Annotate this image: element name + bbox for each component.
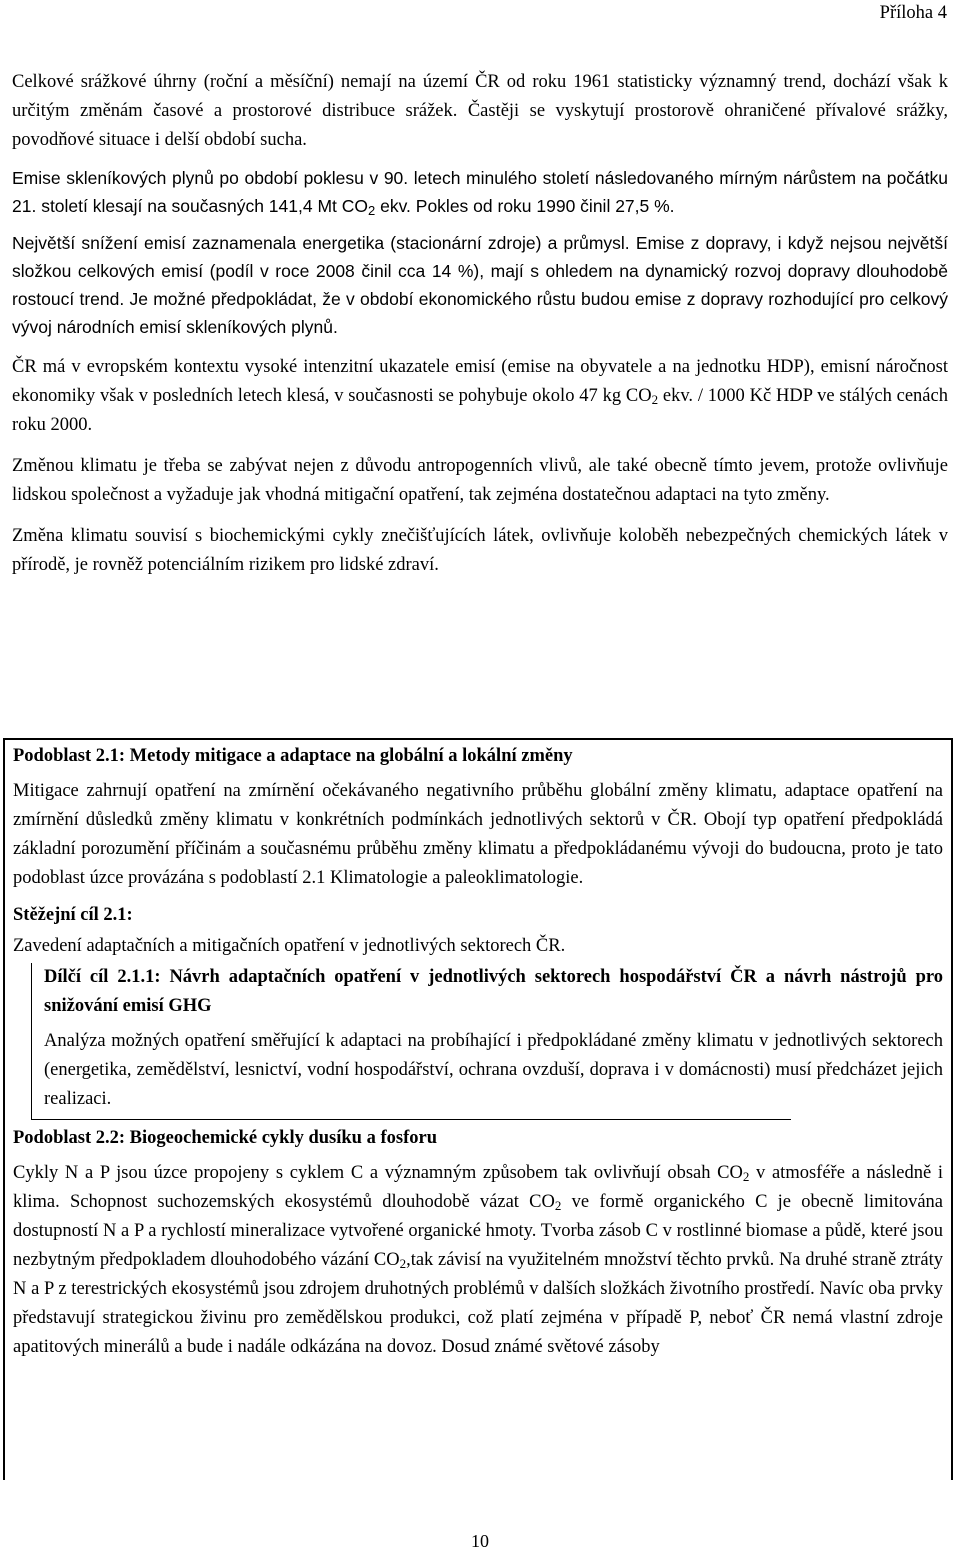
paragraph-biochemical-cycles: Změna klimatu souvisí s biochemickými cykly znečišťujících látek, ovlivňuje koloběh nebezpečných chemických látek v přírodě, je rovněž potenciálním rizikem pro lidské zdraví. <box>12 526 948 575</box>
subgoal-2-1-1 <box>31 963 943 1120</box>
paragraph-emissions: Emise skleníkových plynů po období poklesu v 90. letech minulého století následovaného mírným nárůstem na počátku 21. století klesají na současných 141,4 Mt $CO_2$ ekv. Pokles od roku 1990 činil 27,5 %. <box>12 168 948 218</box>
subgoal-2-1-1-title: Dílčí cíl 2.1.1: Návrh adaptačních opatření v jednotlivých sektorech hospodářství ČR a návrh nástrojů pro snižování emisí GHG <box>44 967 943 1016</box>
paragraph-precipitation: Celkové srážkové úhrny (roční a měsíční) nemají na území ČR od roku 1961 statisticky významný trend, dochází však k určitým změnám časové a prostorové distribuce srážek. Častěji se vyskytují prostorově ohraničené přívalové srážky, povodňové situace i delší období sucha. <box>12 72 948 150</box>
subareas-box <box>3 738 953 1480</box>
subarea-2-1-title: Podoblast 2.1: Metody mitigace a adaptace na globální a lokální změny <box>13 746 573 766</box>
subarea-2-1-text: Mitigace zahrnují opatření na zmírnění očekávaného negativního průběhu globální změny klimatu, adaptace opatření na zmírnění důsledků změny klimatu v konkrétních podmínkách jednotlivých sektorů v ČR. Obojí typ opatření předpokládá základní porozumění příčinám a současnému průběhu změny klimatu a předpokládanému vývoji do budoucna, proto je tato podoblast úzce provázána s podoblastí 2.1 Klimatologie a paleoklimatologie. <box>13 781 943 888</box>
paragraph-intensity: ČR má v evropském kontextu vysoké intenzitní ukazatele emisí (emise na obyvatele a na jednotku HDP), emisní náročnost ekonomiky však v posledních letech klesá, v současnosti se pohybuje okolo 47 kg $CO_2$ ekv. / 1000 Kč HDP ve stálých cenách roku 2000. <box>12 357 948 435</box>
goal-2-1-title: Stěžejní cíl 2.1: <box>13 905 133 925</box>
subarea-2-2-text: Cykly N a P jsou úzce propojeny s cyklem C a významným způsobem tak ovlivňují obsah $CO_2$ v atmosféře a následně i klima. Schopnost suchozemských ekosystémů dlouhodobě vázat $CO_2$ ve formě organického C je obecně limitována dostupností N a P a rychlostí mineralizace vytvořené organické hmoty. Tvorba zásob C v rostlinné biomase a půdě, které jsou nezbytným předpokladem dlouhodobého vázání $CO_2,tak$ závisí na využitelném množství těchto prvků. Na druhé straně ztráty N a P z terestrických ekosystémů jsou zdrojem druhotných problémů v dalších složkách životního prostředí. Navíc oba prvky představují strategickou živinu pro zemědělskou produkci, což platí zejména v případě P, neboť ČR nemá vlastní zdroje apatitových minerálů a bude i nadále odkázána na dovoz. Dosud známé světové zásoby <box>13 1163 944 1357</box>
subarea-2-2-title: Podoblast 2.2: Biogeochemické cykly dusíku a fosforu <box>13 1128 437 1148</box>
page-number: 10 <box>471 1531 489 1551</box>
paragraph-climate-change: Změnou klimatu je třeba se zabývat nejen z důvodu antropogenních vlivů, ale také obecně tímto jevem, protože ovlivňuje lidskou společnost a vyžaduje jak vhodná mitigační opatření, tak zejména dostatečnou adaptaci na tyto změny. <box>12 456 948 505</box>
subgoal-2-1-1-text: Analýza možných opatření směřující k adaptaci na probíhající i předpokládané změny klimatu v jednotlivých sektorech (energetika, zemědělství, lesnictví, vodní hospodářství, ochrana ovzduší, doprava i v domácnosti) musí předcházet jejich realizaci. <box>44 1031 943 1109</box>
intro-section <box>12 68 948 589</box>
annex-label: Příloha 4 <box>879 3 947 23</box>
goal-2-1-text: Zavedení adaptačních a mitigačních opatření v jednotlivých sektorech ČR. <box>13 936 566 956</box>
paragraph-emission-sources: Největší snížení emisí zaznamenala energetika (stacionární zdroje) a průmysl. Emise z dopravy, i když nejsou největší složkou celkových emisí (podíl v roce 2008 činil cca 14 %), mají s ohledem na dynamický rozvoj dopravy dlouhodobě rostoucí trend. Je možné předpokládat, že v období ekonomického růstu budou emise z dopravy rozhodující pro celkový vývoj národních emisí skleníkových plynů. <box>12 233 948 337</box>
